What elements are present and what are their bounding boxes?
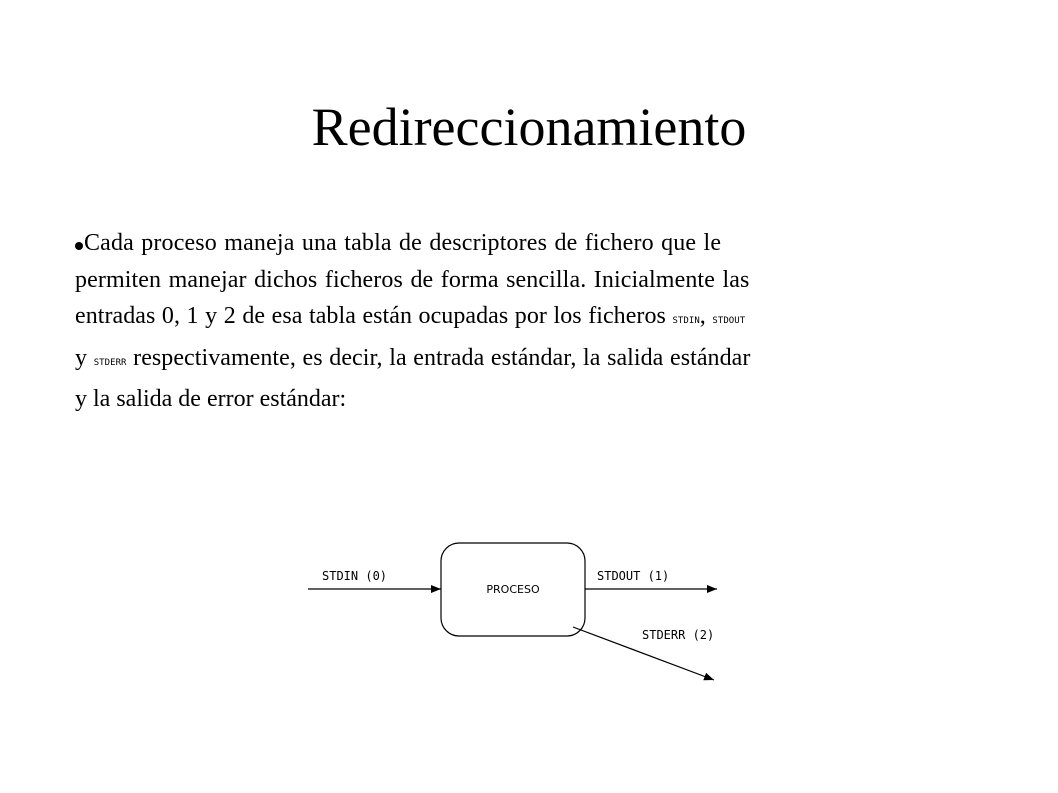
slide-title: Redireccionamiento — [311, 97, 747, 157]
paragraph-text-4b: respectivamente, es decir, la entrada estándar, la salida estándar — [126, 344, 751, 371]
code-stdin: STDIN — [672, 316, 700, 326]
stderr-label: STDERR (2) — [642, 628, 715, 642]
stdout-label: STDOUT (1) — [597, 569, 670, 583]
code-stderr: STDERR — [93, 357, 127, 368]
comma-separator: , — [699, 303, 713, 329]
paragraph-text-4a: y — [75, 344, 94, 371]
paragraph-text-3: entradas 0, 1 y 2 de esa tabla están ocupadas por los ficheros — [75, 303, 673, 329]
paragraph-text-1: Cada proceso maneja una tabla de descriptores de fichero que le — [84, 230, 722, 256]
paragraph-line-2: permiten manejar dichos ficheros de forma sencilla. Inicialmente las — [75, 266, 750, 293]
stdin-label: STDIN (0) — [322, 569, 388, 583]
process-label: PROCESO — [486, 583, 540, 596]
paragraph-line-5: y la salida de error estándar: — [75, 386, 347, 412]
code-stdout: STDOUT — [712, 316, 746, 326]
